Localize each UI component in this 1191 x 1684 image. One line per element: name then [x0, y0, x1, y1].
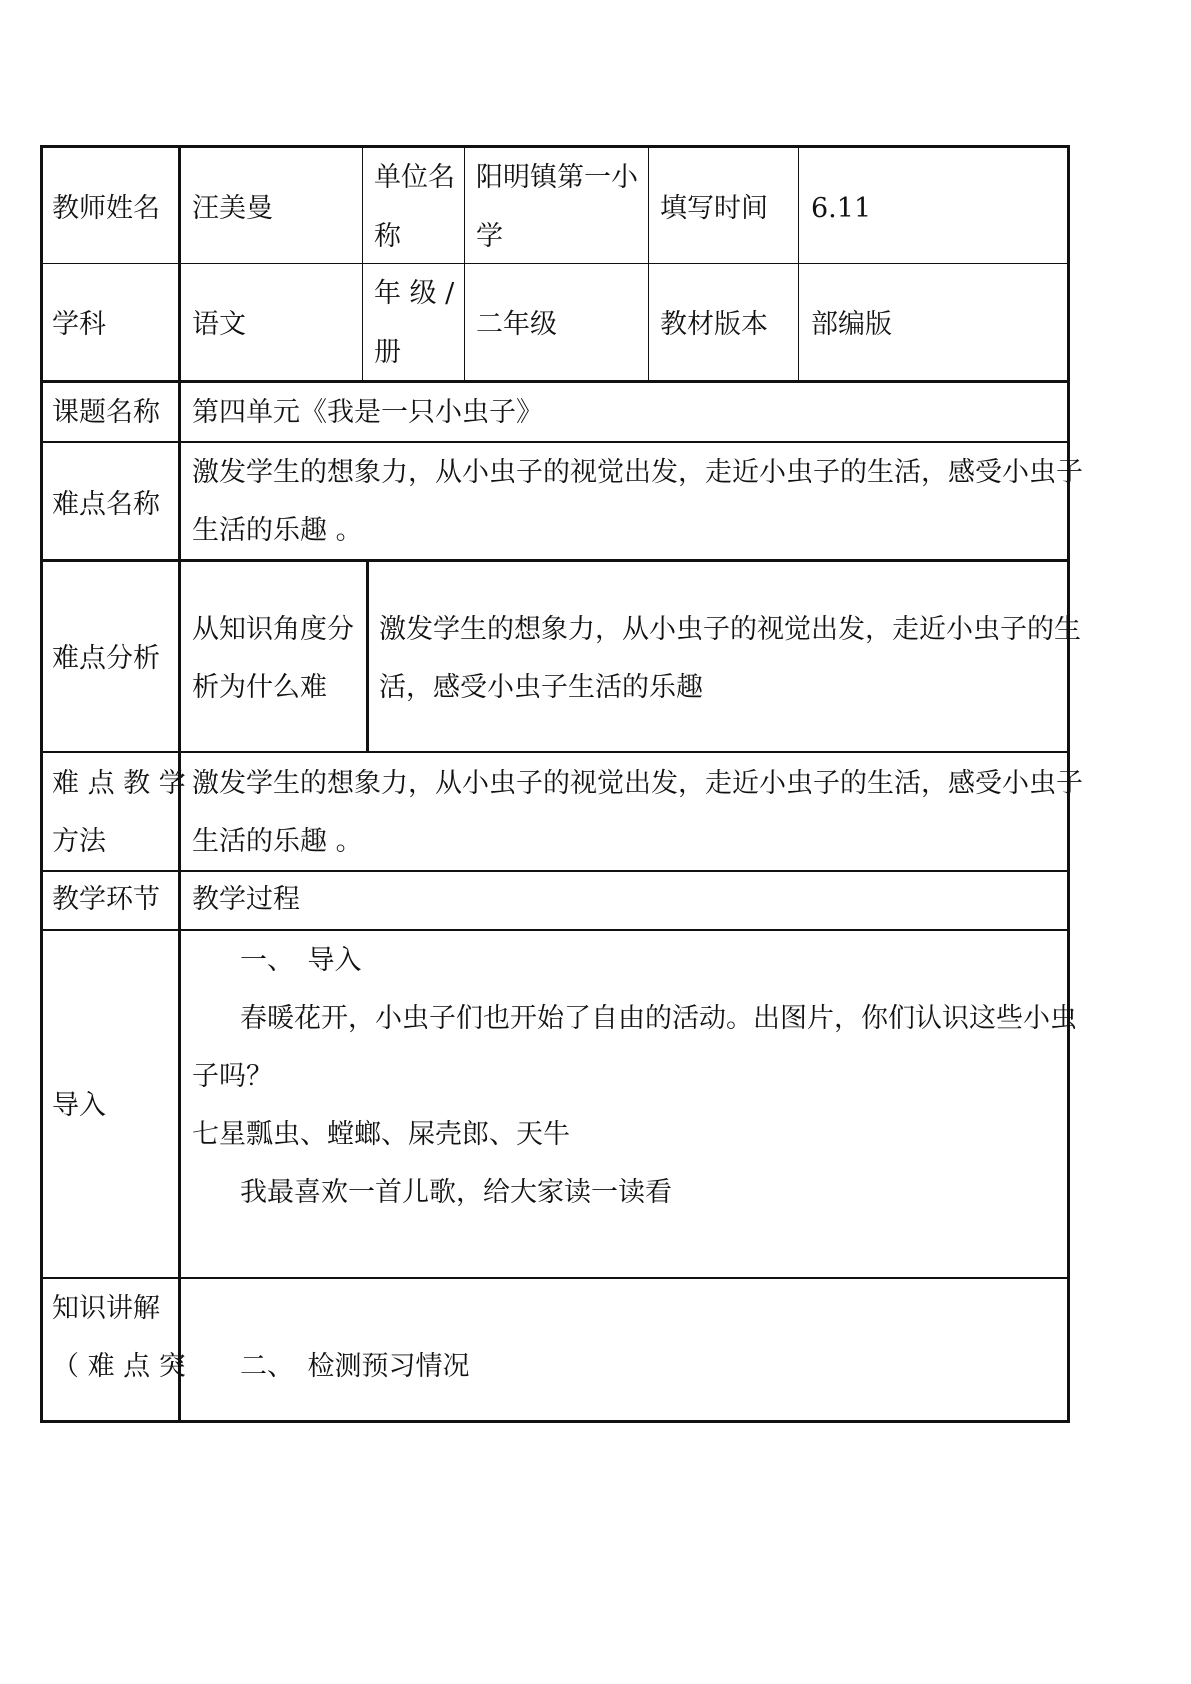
intro-content: 一、 导入 春暖花开，小虫子们也开始了自由的活动。出图片，你们认识这些小虫 子吗？ 七星瓢虫、螳螂、屎壳郎、天牛 我最喜欢一首儿歌，给大家读一读看 [192, 932, 1077, 1222]
step-label: 教学环节 [52, 884, 160, 915]
method-value: 激发学生的想象力，从小虫子的视觉出发，走近小虫子的生活，感受小虫子 生活的乐趣 。 [192, 768, 1083, 857]
unit-name-label: 单位名 称 [374, 162, 455, 252]
column-divider [798, 145, 799, 382]
edition-value: 部编版 [811, 309, 892, 340]
fill-time-value: 6.11 [811, 193, 872, 224]
grade-label: 年 级 / 册 [374, 278, 455, 368]
teacher-name-label: 教师姓名 [52, 193, 160, 224]
knowledge-label: 知识讲解 （ 难 点 突 [52, 1293, 186, 1382]
subject-value: 语文 [192, 309, 246, 340]
fill-time-label: 填写时间 [660, 193, 768, 224]
edition-label: 教材版本 [660, 309, 768, 340]
column-divider [464, 145, 465, 382]
intro-heading: 一、 导入 [240, 945, 362, 976]
analysis-column-divider [366, 560, 369, 753]
topic-value: 第四单元《我是一只小虫子》 [192, 397, 543, 428]
method-label: 难 点 教 学 方法 [52, 768, 186, 857]
intro-paragraph: 我最喜欢一首儿歌，给大家读一读看 [240, 1177, 672, 1208]
analysis-subheading: 从知识角度分 析为什么难 [192, 614, 354, 703]
insect-list: 七星瓢虫、螳螂、屎壳郎、天牛 [192, 1119, 570, 1150]
subject-label: 学科 [52, 309, 106, 340]
table-border-left [40, 145, 43, 1423]
knowledge-heading: 二、 检测预习情况 [240, 1351, 470, 1382]
column-divider [648, 145, 649, 382]
table-border-bottom [40, 1420, 1070, 1423]
intro-paragraph: 春暖花开，小虫子们也开始了自由的活动。出图片，你们认识这些小虫 [240, 1003, 1077, 1034]
column-divider [362, 145, 363, 382]
analysis-label: 难点分析 [52, 643, 160, 674]
grade-value: 二年级 [476, 309, 557, 340]
process-label: 教学过程 [192, 884, 300, 915]
topic-label: 课题名称 [52, 397, 160, 428]
analysis-value: 激发学生的想象力，从小虫子的视觉出发，走近小虫子的生 活，感受小虫子生活的乐趣 [379, 614, 1081, 703]
difficulty-value: 激发学生的想象力，从小虫子的视觉出发，走近小虫子的生活，感受小虫子 生活的乐趣 。 [192, 457, 1083, 546]
difficulty-label: 难点名称 [52, 489, 160, 520]
intro-label: 导入 [52, 1090, 106, 1121]
unit-name-value: 阳明镇第一小 学 [476, 162, 638, 252]
row-divider [40, 1277, 1070, 1279]
row-divider [40, 751, 1070, 753]
teacher-name-value: 汪美曼 [192, 193, 273, 224]
